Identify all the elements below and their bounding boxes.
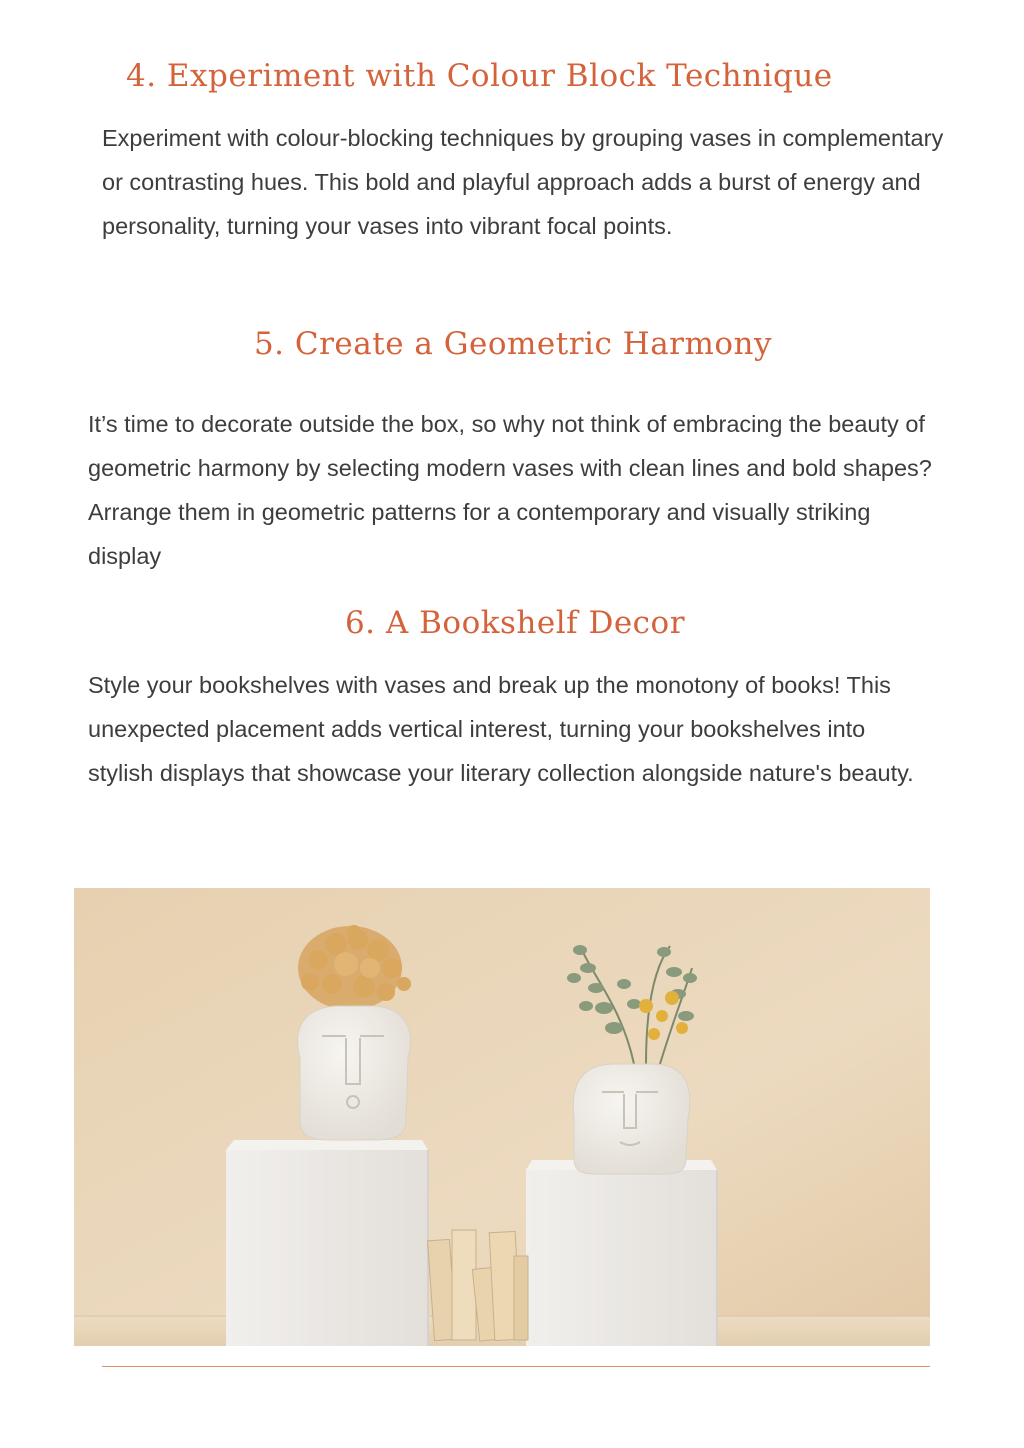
- section-6-heading: 6. A Bookshelf Decor: [344, 605, 686, 641]
- vases-on-pedestals-photo: [74, 888, 930, 1346]
- section-5-body: It’s time to decorate outside the box, so why not think of embracing the beauty of geometric harmony by selecting modern vases with clean lines and bold shapes? Arrange them in geometric patterns for a contemporary and visually striking display: [88, 411, 932, 569]
- section-5-heading: 5. Create a Geometric Harmony: [253, 326, 773, 362]
- section-4-body: Experiment with colour-blocking techniques by grouping vases in complementary or contrasting hues. This bold and playful approach adds a burst of energy and personality, turning your vases into vibrant focal points.: [102, 125, 944, 239]
- section-6-body: Style your bookshelves with vases and break up the monotony of books! This unexpected placement adds vertical interest, turning your bookshelves into stylish displays that showcase your literary collection alongside nature's beauty.: [88, 672, 914, 786]
- left-face-vase: [298, 1006, 411, 1140]
- section-4-heading: 4. Experiment with Colour Block Technique: [126, 58, 833, 94]
- left-pedestal: [226, 1140, 428, 1346]
- footer-divider: [102, 1366, 930, 1367]
- right-face-vase: [573, 1064, 689, 1174]
- right-pedestal: [526, 1160, 717, 1346]
